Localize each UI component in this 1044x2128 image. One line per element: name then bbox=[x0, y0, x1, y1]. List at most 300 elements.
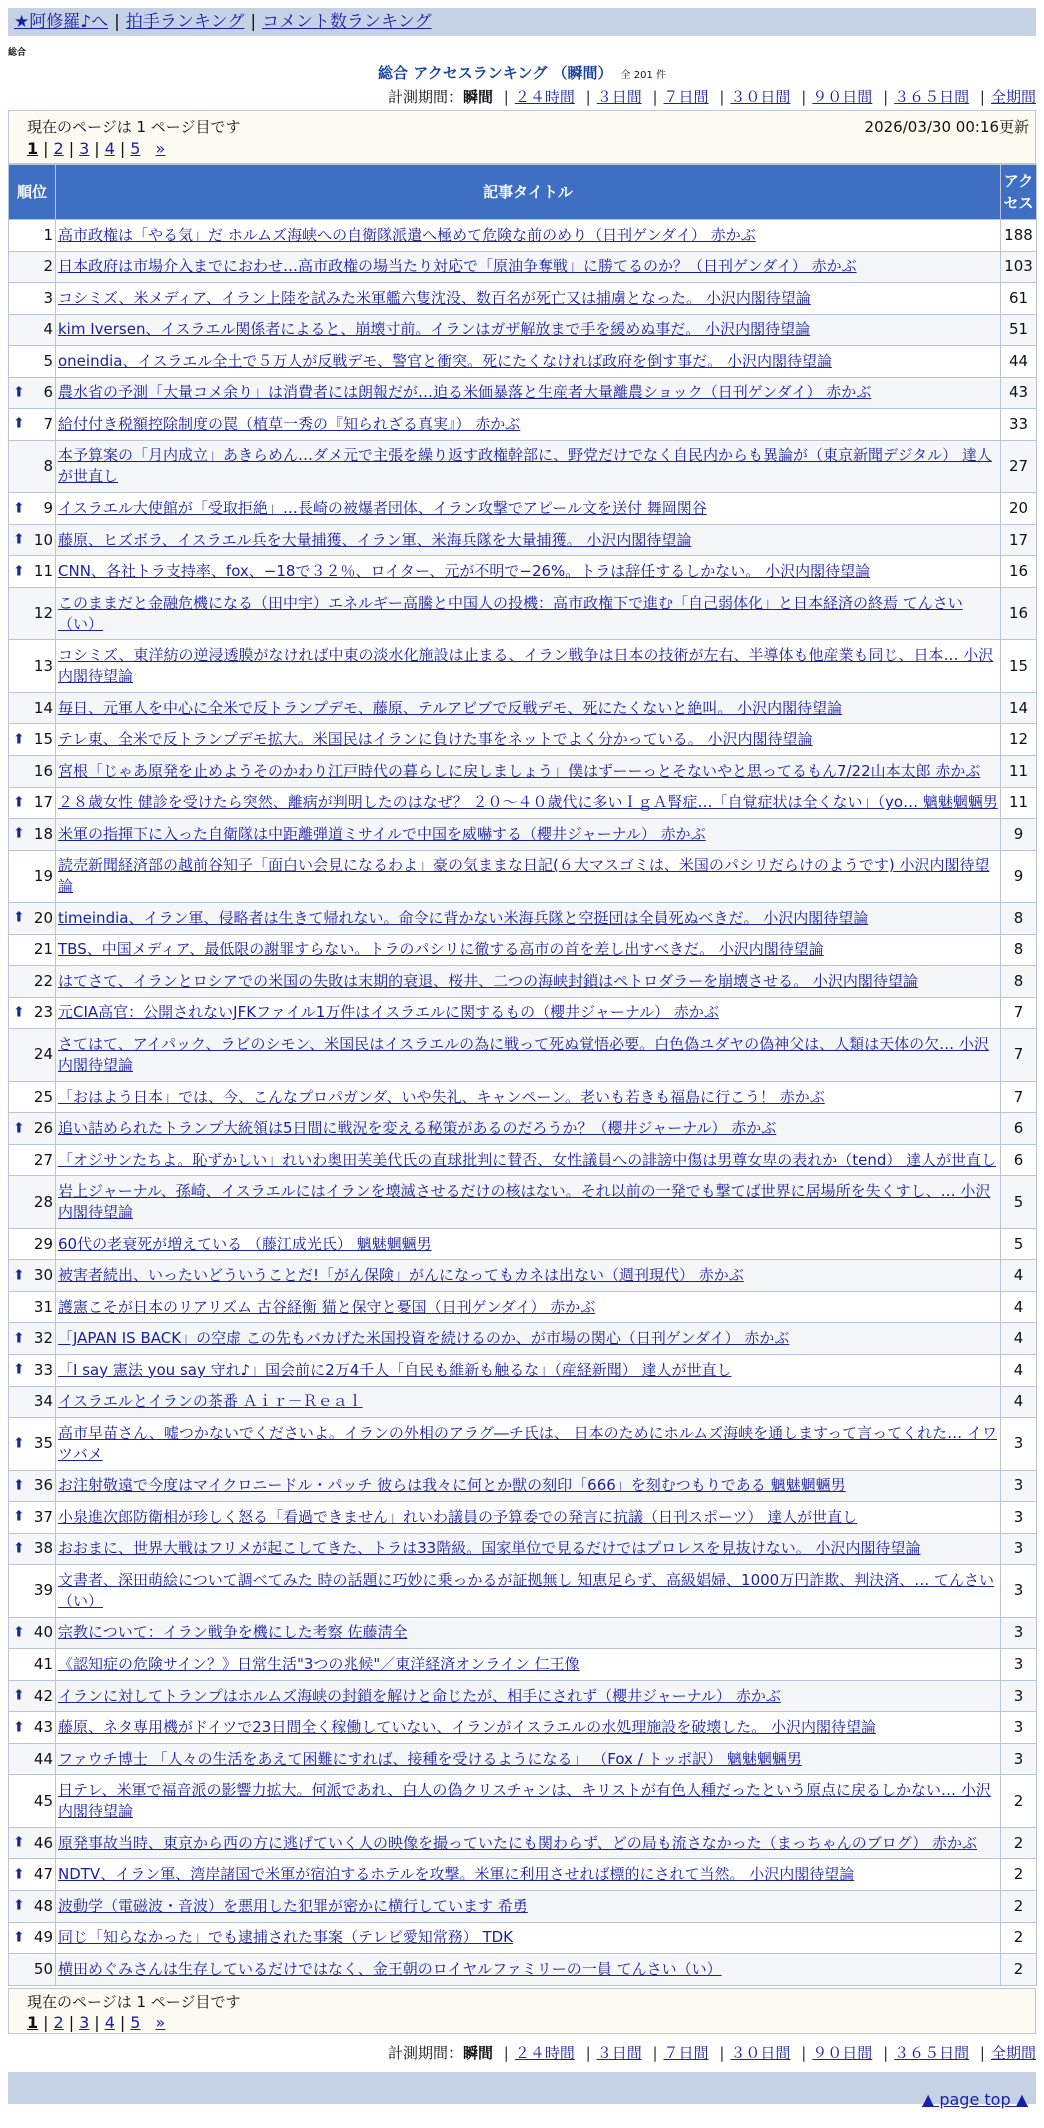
article-link[interactable]: お注射敬遠で今度はマイクロニードル・パッチ 彼らは我々に何とか獣の刻印「666」を刻むつもりである 魑魅魍魎男 bbox=[58, 1476, 846, 1495]
rank-cell bbox=[9, 493, 56, 525]
rank-number: 50 bbox=[33, 1959, 53, 1978]
updated-time: 2026/03/30 00:16更新 bbox=[864, 118, 1029, 136]
table-row bbox=[9, 1565, 1037, 1618]
article-link[interactable]: 宗教について：イラン戦争を機にした考察 佐藤淸全 bbox=[58, 1623, 408, 1642]
period-link-365d[interactable]: ３６５日間 bbox=[894, 2044, 970, 2062]
article-link[interactable]: 高市早苗さん、嘘つかないでくださいよ。イランの外相のアラグ―チ氏は、 日本のためにホルムズ海峡を通しますって言ってくれた… イワツバメ bbox=[58, 1423, 997, 1463]
rank-cell bbox=[9, 1113, 56, 1145]
title-cell bbox=[56, 493, 1001, 525]
article-link[interactable]: 農水省の予測「大量コメ余り」は消費者には朗報だが…迫る米価暴落と生産者大量離農ショック（日刊ゲンダイ） 赤かぶ bbox=[58, 383, 872, 402]
comment-ranking-link[interactable]: コメント数ランキング bbox=[262, 12, 432, 32]
article-link[interactable]: 藤原、ネタ専用機がドイツで23日間全く稼働していない、イランがイスラエルの水処理施設を破壊した。 小沢内閣待望論 bbox=[58, 1718, 876, 1737]
access-count: 11 bbox=[1001, 755, 1037, 787]
pager-link-2[interactable]: 2 bbox=[53, 139, 64, 158]
article-link[interactable]: 岩上ジャーナル、孫崎、イスラエルにはイランを壊滅させるだけの核はない。それ以前の一発でも撃てば世界に居場所を失くすし、… 小沢内閣待望論 bbox=[58, 1182, 991, 1222]
access-count: 43 bbox=[1001, 377, 1037, 409]
page-info-bottom bbox=[8, 1988, 1036, 2034]
access-count: 3 bbox=[1001, 1418, 1037, 1471]
access-count: 4 bbox=[1001, 1386, 1037, 1418]
table-row bbox=[9, 524, 1037, 556]
table-row bbox=[9, 346, 1037, 378]
title-cell bbox=[56, 440, 1001, 493]
rank-up-arrow-icon: ⬆ bbox=[13, 1624, 25, 1641]
rank-cell bbox=[9, 1291, 56, 1323]
rank-cell bbox=[9, 997, 56, 1029]
article-link[interactable]: NDTV、イラン軍、湾岸諸国で米軍が宿泊するホテルを攻撃。米軍に利用させれば標的にされて当然。 小沢内閣待望論 bbox=[58, 1865, 855, 1884]
title-cell bbox=[56, 1954, 1001, 1986]
article-link[interactable]: 宮根「じゃあ原発を止めようそのかわり江戸時代の暮らしに戻しましょう」僕はずーーっとそないやと思ってるもん7/22山本太郎 赤かぶ bbox=[58, 761, 981, 780]
rank-number: 24 bbox=[33, 1045, 53, 1064]
period-link-3d[interactable]: ３日間 bbox=[596, 88, 642, 106]
rank-up-arrow-icon: ⬆ bbox=[13, 1508, 25, 1525]
rank-number: 17 bbox=[33, 793, 53, 812]
rank-number: 36 bbox=[33, 1476, 53, 1495]
rank-up-arrow-icon: ⬆ bbox=[13, 415, 25, 432]
access-count: 12 bbox=[1001, 724, 1037, 756]
table-row bbox=[9, 997, 1037, 1029]
rank-number: 9 bbox=[43, 499, 53, 518]
table-row bbox=[9, 251, 1037, 283]
title-cell bbox=[56, 1565, 1001, 1618]
ranking-title: 総合 アクセスランキング （瞬間） bbox=[378, 64, 613, 82]
rank-number: 15 bbox=[33, 730, 53, 749]
top-nav-bar bbox=[8, 8, 1036, 36]
article-link[interactable]: 日本政府は市場介入までにおわせ…高市政権の場当たり対応で「原油争奪戦」に勝てるのか？（日刊ゲンダイ） 赤かぶ bbox=[58, 257, 857, 276]
access-count: 3 bbox=[1001, 1502, 1037, 1534]
rank-cell bbox=[9, 1680, 56, 1712]
rank-up-arrow-icon: ⬆ bbox=[13, 1897, 25, 1914]
access-count: 20 bbox=[1001, 493, 1037, 525]
rank-number: 10 bbox=[33, 530, 53, 549]
article-link[interactable]: 護憲こそが日本のリアリズム 古谷経衡 猫と保守と憂国（日刊ゲンダイ） 赤かぶ bbox=[58, 1297, 596, 1316]
rank-number: 46 bbox=[33, 1833, 53, 1852]
article-link[interactable]: このままだと金融危機になる（田中宇）エネルギー高騰と中国人の投機：高市政権下で進む「自己弱体化」と日本経済の終焉 てんさい（い） bbox=[58, 593, 963, 633]
article-link[interactable]: イスラエル大使館が「受取拒絶」…長崎の被爆者団体、イラン攻撃でアピール文を送付 舞岡関谷 bbox=[58, 499, 707, 518]
article-link[interactable]: コシミズ、東洋紡の逆浸透膜がなければ中東の淡水化施設は止まる、イラン戦争は日本の技術が左右、半導体も他産業も同じ、日本… 小沢内閣待望論 bbox=[58, 646, 994, 686]
period-links: | ２４時間 | ３日間 | ７日間 | ３０日間 | ９０日間 | ３６５日間 | 全期間 bbox=[503, 2044, 1036, 2062]
rank-up-arrow-icon: ⬆ bbox=[13, 1834, 25, 1851]
access-count: 2 bbox=[1001, 1859, 1037, 1891]
article-link[interactable]: テレ東、全米で反トランプデモ拡大。米国民はイランに負けた事をネットでよく分かっている。 小沢内閣待望論 bbox=[58, 730, 813, 749]
table-row bbox=[9, 556, 1037, 588]
article-link[interactable]: 被害者続出、いったいどういうことだ!「がん保険」がんになってもカネは出ない（週刊現代） 赤かぶ bbox=[58, 1266, 744, 1285]
rank-number: 28 bbox=[33, 1192, 53, 1211]
period-link-7d[interactable]: ７日間 bbox=[663, 88, 709, 106]
rank-number: 34 bbox=[33, 1392, 53, 1411]
pager-bottom: 1 | 2 | 3 | 4 | 5 » bbox=[27, 2013, 166, 2032]
rank-number: 37 bbox=[33, 1507, 53, 1526]
table-row bbox=[9, 1291, 1037, 1323]
rank-number: 20 bbox=[33, 908, 53, 927]
period-link-30d[interactable]: ３０日間 bbox=[730, 2044, 791, 2062]
period-current: 瞬間 bbox=[462, 88, 493, 106]
table-row bbox=[9, 1859, 1037, 1891]
rank-number: 1 bbox=[43, 225, 53, 244]
table-row bbox=[9, 850, 1037, 903]
access-count: 5 bbox=[1001, 1176, 1037, 1229]
access-count: 15 bbox=[1001, 640, 1037, 693]
access-count: 3 bbox=[1001, 1712, 1037, 1744]
pager-link-3[interactable]: 3 bbox=[79, 2013, 90, 2032]
rank-cell bbox=[9, 1260, 56, 1292]
table-row bbox=[9, 1954, 1037, 1986]
rank-cell bbox=[9, 755, 56, 787]
rank-cell bbox=[9, 524, 56, 556]
access-count: 9 bbox=[1001, 850, 1037, 903]
article-link[interactable]: 文書者、深田萌絵について調べてみた 時の話題に巧妙に乗っかるが証拠無し 知恵足らず、高級娼婦、1000万円詐欺、判決済、… てんさい（い） bbox=[58, 1570, 994, 1610]
title-cell bbox=[56, 314, 1001, 346]
rank-cell bbox=[9, 1176, 56, 1229]
title-cell bbox=[56, 1533, 1001, 1565]
rank-up-arrow-icon: ⬆ bbox=[13, 794, 25, 811]
pager-link-5[interactable]: 5 bbox=[130, 139, 141, 158]
table-row bbox=[9, 1418, 1037, 1471]
table-row bbox=[9, 1680, 1037, 1712]
rank-number: 13 bbox=[33, 656, 53, 675]
rank-cell bbox=[9, 1565, 56, 1618]
access-count: 3 bbox=[1001, 1649, 1037, 1681]
access-count: 4 bbox=[1001, 1260, 1037, 1292]
rank-number: 27 bbox=[33, 1150, 53, 1169]
article-link[interactable]: 「I say 憲法 you say 守れ♪」国会前に2万4千人「自民も維新も触るな」（産経新聞） 達人が世直し bbox=[58, 1360, 732, 1379]
pager-link-2[interactable]: 2 bbox=[53, 2013, 64, 2032]
table-row bbox=[9, 1617, 1037, 1649]
rank-cell bbox=[9, 251, 56, 283]
table-row bbox=[9, 1502, 1037, 1534]
rank-number: 18 bbox=[33, 824, 53, 843]
article-link[interactable]: 「オジサンたちよ。恥ずかしい」れいわ奥田芙美代氏の直球批判に賛否、女性議員への誹謗中傷は男尊女卑の表れか（tend） 達人が世直し bbox=[58, 1150, 997, 1169]
title-cell bbox=[56, 524, 1001, 556]
page-top-link[interactable]: ▲ page top ▲ bbox=[921, 2090, 1028, 2109]
rank-number: 21 bbox=[33, 940, 53, 959]
table-row bbox=[9, 377, 1037, 409]
table-row bbox=[9, 1470, 1037, 1502]
title-cell bbox=[56, 1176, 1001, 1229]
rank-cell bbox=[9, 724, 56, 756]
rank-number: 47 bbox=[33, 1865, 53, 1884]
table-row bbox=[9, 409, 1037, 441]
title-cell bbox=[56, 1502, 1001, 1534]
rank-number: 7 bbox=[43, 414, 53, 433]
article-link[interactable]: イスラエルとイランの茶番 Ａｉｒ－Ｒｅａｌ bbox=[58, 1392, 363, 1411]
article-link[interactable]: kim Iversen、イスラエル関係者によると、崩壊寸前。イランはガザ解放まで手を緩めぬ事だ。 小沢内閣待望論 bbox=[58, 320, 811, 339]
access-count: 3 bbox=[1001, 1680, 1037, 1712]
access-count: 2 bbox=[1001, 1922, 1037, 1954]
rank-cell bbox=[9, 1617, 56, 1649]
article-link[interactable]: コシミズ、米メディア、イラン上陸を試みた米軍艦六隻沈没、数百名が死亡又は捕虜となった。 小沢内閣待望論 bbox=[58, 288, 811, 307]
pager-current: 1 bbox=[27, 2013, 39, 2032]
table-row bbox=[9, 724, 1037, 756]
period-link-90d[interactable]: ９０日間 bbox=[812, 2044, 873, 2062]
article-link[interactable]: 「JAPAN IS BACK」の空虚 この先もバカげた米国投資を続けるのか、が市場の関心（日刊ゲンダイ） 赤かぶ bbox=[58, 1329, 790, 1348]
rank-cell bbox=[9, 1386, 56, 1418]
table-row bbox=[9, 1081, 1037, 1113]
rank-number: 22 bbox=[33, 971, 53, 990]
rank-cell bbox=[9, 1323, 56, 1355]
col-rank-header: 順位 bbox=[9, 165, 56, 220]
rank-cell bbox=[9, 1029, 56, 1082]
rank-number: 43 bbox=[33, 1718, 53, 1737]
rank-number: 44 bbox=[33, 1749, 53, 1768]
rank-number: 11 bbox=[33, 562, 53, 581]
article-link[interactable]: 高市政権は「やる気」だ ホルムズ海峡への自衛隊派遣へ極めて危険な前のめり（日刊ゲンダイ） 赤かぶ bbox=[58, 225, 756, 244]
period-link-3d[interactable]: ３日間 bbox=[596, 2044, 642, 2062]
rank-cell bbox=[9, 819, 56, 851]
rank-up-arrow-icon: ⬆ bbox=[13, 1929, 25, 1946]
table-row bbox=[9, 1775, 1037, 1828]
access-count: 7 bbox=[1001, 1029, 1037, 1082]
access-count: 11 bbox=[1001, 787, 1037, 819]
title-cell bbox=[56, 724, 1001, 756]
rank-up-arrow-icon: ⬆ bbox=[13, 909, 25, 926]
rank-up-arrow-icon: ⬆ bbox=[13, 531, 25, 548]
rank-number: 19 bbox=[33, 866, 53, 885]
period-link-30d[interactable]: ３０日間 bbox=[730, 88, 791, 106]
table-row bbox=[9, 934, 1037, 966]
title-cell bbox=[56, 1827, 1001, 1859]
rank-cell bbox=[9, 1712, 56, 1744]
rank-up-arrow-icon: ⬆ bbox=[13, 1361, 25, 1378]
access-count: 14 bbox=[1001, 692, 1037, 724]
rank-number: 12 bbox=[33, 604, 53, 623]
period-link-24h[interactable]: ２４時間 bbox=[514, 2044, 575, 2062]
article-link[interactable]: 藤原、ヒズボラ、イスラエル兵を大量捕獲、イラン軍、米海兵隊を大量捕獲。 小沢内閣待望論 bbox=[58, 530, 692, 549]
article-link[interactable]: 横田めぐみさんは生存しているだけではなく、金王朝のロイヤルファミリーの一員 てんさい（い） bbox=[58, 1959, 722, 1978]
article-link[interactable]: TBS、中国メディア、最低限の謝罪すらない。トラのパシリに徹する高市の首を差し出すべきだ。 小沢内閣待望論 bbox=[58, 940, 824, 959]
clap-ranking-link[interactable]: 拍手ランキング bbox=[125, 12, 245, 32]
rank-number: 29 bbox=[33, 1234, 53, 1253]
title-cell bbox=[56, 787, 1001, 819]
article-link[interactable]: 給付付き税額控除制度の罠（植草一秀の『知られざる真実』） 赤かぶ bbox=[58, 414, 521, 433]
access-count: 7 bbox=[1001, 1081, 1037, 1113]
table-row bbox=[9, 1922, 1037, 1954]
period-link-90d[interactable]: ９０日間 bbox=[812, 88, 873, 106]
article-link[interactable]: さてはて、アイパック、ラビのシモン、米国民はイスラエルの為に戦って死ぬ覚悟必要。白色偽ユダヤの偽神父は、人類は天体の欠… 小沢内閣待望論 bbox=[58, 1034, 989, 1074]
rank-cell bbox=[9, 787, 56, 819]
rank-number: 6 bbox=[43, 383, 53, 402]
period-links: | ２４時間 | ３日間 | ７日間 | ３０日間 | ９０日間 | ３６５日間 | 全期間 bbox=[503, 88, 1036, 106]
rank-cell bbox=[9, 1775, 56, 1828]
article-link[interactable]: 米軍の指揮下に入った自衛隊は中距離弾道ミサイルで中国を威嚇する（櫻井ジャーナル） 赤かぶ bbox=[58, 824, 706, 843]
table-row bbox=[9, 1649, 1037, 1681]
table-row bbox=[9, 755, 1037, 787]
period-link-all[interactable]: 全期間 bbox=[990, 88, 1036, 106]
article-link[interactable]: おおまに、世界大戦はフリメが起こしてきた、トラは33階級。国家単位で見るだけではプロレスを見抜けない。 小沢内閣待望論 bbox=[58, 1539, 921, 1558]
rank-number: 39 bbox=[33, 1581, 53, 1600]
rank-up-arrow-icon: ⬆ bbox=[13, 1687, 25, 1704]
page-info-top bbox=[8, 110, 1036, 164]
rank-cell bbox=[9, 1533, 56, 1565]
title-cell bbox=[56, 409, 1001, 441]
access-count: 4 bbox=[1001, 1323, 1037, 1355]
rank-cell bbox=[9, 283, 56, 315]
pager-link-5[interactable]: 5 bbox=[130, 2013, 141, 2032]
article-link[interactable]: 小泉進次郎防衛相が珍しく怒る「看過できません」れいわ議員の予算委での発言に抗議（日刊スポーツ） 達人が世直し bbox=[58, 1507, 858, 1526]
rank-cell bbox=[9, 1954, 56, 1986]
title-cell bbox=[56, 377, 1001, 409]
article-link[interactable]: 毎日、元軍人を中心に全米で反トランプデモ、藤原、テルアビブで反戦デモ、死にたくないと絶叫。 小沢内閣待望論 bbox=[58, 698, 843, 717]
article-link[interactable]: 原発事故当時、東京から西の方に逃げていく人の映像を撮っていたにも関わらず、どの局も流さなかった（まっちゃんのブログ） 赤かぶ bbox=[58, 1833, 978, 1852]
article-link[interactable]: ２８歳女性 健診を受けたら突然、離病が判明したのはなぜ？ ２０～４０歳代に多いＩｇＡ腎症…「自覚症状は全くない」（yo… 魑魅魍魎男 bbox=[58, 793, 998, 812]
rank-number: 33 bbox=[33, 1360, 53, 1379]
rank-up-arrow-icon: ⬆ bbox=[13, 1435, 25, 1452]
rank-number: 45 bbox=[33, 1791, 53, 1810]
period-selector-bottom bbox=[388, 2042, 1036, 2063]
article-link[interactable]: 60代の老衰死が増えている （藤江成光氏） 魑魅魍魎男 bbox=[58, 1234, 432, 1253]
title-cell bbox=[56, 251, 1001, 283]
period-link-365d[interactable]: ３６５日間 bbox=[894, 88, 970, 106]
access-count: 3 bbox=[1001, 1470, 1037, 1502]
rank-cell bbox=[9, 1859, 56, 1891]
title-cell bbox=[56, 1113, 1001, 1145]
access-count: 33 bbox=[1001, 409, 1037, 441]
article-link[interactable]: 《認知症の危険サイン？》日常生活"3つの兆候"／東洋経済オンライン 仁王像 bbox=[58, 1655, 580, 1674]
pager-next[interactable]: » bbox=[155, 2013, 166, 2032]
rank-up-arrow-icon: ⬆ bbox=[13, 1719, 25, 1736]
rank-cell bbox=[9, 1922, 56, 1954]
title-cell bbox=[56, 1775, 1001, 1828]
access-count: 103 bbox=[1001, 251, 1037, 283]
access-count: 5 bbox=[1001, 1228, 1037, 1260]
rank-cell bbox=[9, 556, 56, 588]
title-cell bbox=[56, 1081, 1001, 1113]
title-cell bbox=[56, 220, 1001, 252]
pager-link-4[interactable]: 4 bbox=[104, 139, 115, 158]
article-link[interactable]: timeindia、イラン軍、侵略者は生きて帰れない。命令に背かない米海兵隊と空挺団は全員死ぬべきだ。 小沢内閣待望論 bbox=[58, 908, 869, 927]
nav-separator: | bbox=[114, 12, 120, 32]
article-link[interactable]: 同じ「知らなかった」でも逮捕された事案（テレビ愛知常務） TDK bbox=[58, 1928, 514, 1947]
rank-number: 26 bbox=[33, 1119, 53, 1138]
rank-up-arrow-icon: ⬆ bbox=[13, 1540, 25, 1557]
title-cell bbox=[56, 1649, 1001, 1681]
title-cell bbox=[56, 1228, 1001, 1260]
article-link[interactable]: 波動学（電磁波・音波）を悪用した犯罪が密かに横行しています 希勇 bbox=[58, 1896, 528, 1915]
rank-cell bbox=[9, 1081, 56, 1113]
rank-number: 42 bbox=[33, 1686, 53, 1705]
table-row bbox=[9, 314, 1037, 346]
access-count: 3 bbox=[1001, 1743, 1037, 1775]
rank-cell bbox=[9, 1502, 56, 1534]
table-row bbox=[9, 1386, 1037, 1418]
title-cell bbox=[56, 1890, 1001, 1922]
access-count: 3 bbox=[1001, 1565, 1037, 1618]
title-cell bbox=[56, 283, 1001, 315]
rank-number: 16 bbox=[33, 761, 53, 780]
title-cell bbox=[56, 819, 1001, 851]
rank-number: 41 bbox=[33, 1655, 53, 1674]
rank-cell bbox=[9, 587, 56, 640]
title-cell bbox=[56, 1144, 1001, 1176]
table-row bbox=[9, 1743, 1037, 1775]
article-link[interactable]: 元CIA高官：公開されないJFKファイル1万件はイスラエルに関するもの（櫻井ジャーナル） 赤かぶ bbox=[58, 1003, 719, 1022]
article-link[interactable]: 「おはよう日本」では、今、こんなプロパガンダ、いや失礼、キャンペーン。老いも若きも福島に行こう！ 赤かぶ bbox=[58, 1087, 825, 1106]
footer-bar bbox=[8, 2072, 1036, 2104]
table-row bbox=[9, 1029, 1037, 1082]
rank-cell bbox=[9, 966, 56, 998]
article-link[interactable]: 日テレ、米軍で福音派の影響力拡大。何派であれ、白人の偽クリスチャンは、キリストが有色人種だったという原点に戻るしかない… 小沢内閣待望論 bbox=[58, 1781, 991, 1821]
article-link[interactable]: イランに対してトランプはホルムズ海峡の封鎖を解けと命じたが、相手にされず（櫻井ジャーナル） 赤かぶ bbox=[58, 1686, 781, 1705]
rank-up-arrow-icon: ⬆ bbox=[13, 1267, 25, 1284]
rank-up-arrow-icon: ⬆ bbox=[13, 1866, 25, 1883]
article-link[interactable]: はてさて、イランとロシアでの米国の失敗は末期的衰退、桜井、二つの海峡封鎖はペトロダラーを崩壊させる。 小沢内閣待望論 bbox=[58, 971, 918, 990]
rank-number: 49 bbox=[33, 1928, 53, 1947]
title-cell bbox=[56, 346, 1001, 378]
access-count: 2 bbox=[1001, 1890, 1037, 1922]
access-count: 6 bbox=[1001, 1144, 1037, 1176]
period-link-7d[interactable]: ７日間 bbox=[663, 2044, 709, 2062]
rank-number: 5 bbox=[43, 351, 53, 370]
table-row bbox=[9, 440, 1037, 493]
access-count: 8 bbox=[1001, 966, 1037, 998]
rank-number: 38 bbox=[33, 1539, 53, 1558]
title-cell bbox=[56, 850, 1001, 903]
table-row bbox=[9, 1323, 1037, 1355]
rank-cell bbox=[9, 850, 56, 903]
period-link-24h[interactable]: ２４時間 bbox=[514, 88, 575, 106]
rank-up-arrow-icon: ⬆ bbox=[13, 1330, 25, 1347]
pager-link-3[interactable]: 3 bbox=[79, 139, 90, 158]
pager-next[interactable]: » bbox=[155, 139, 166, 158]
table-row bbox=[9, 1260, 1037, 1292]
page-top-link-wrap bbox=[922, 2090, 1028, 2109]
table-row bbox=[9, 692, 1037, 724]
pager-link-4[interactable]: 4 bbox=[104, 2013, 115, 2032]
article-link[interactable]: oneindia、イスラエル全土で５万人が反戦デモ、警官と衝突。死にたくなければ政府を倒す事だ。 小沢内閣待望論 bbox=[58, 351, 832, 370]
access-count: 7 bbox=[1001, 997, 1037, 1029]
title-cell bbox=[56, 640, 1001, 693]
access-count: 3 bbox=[1001, 1617, 1037, 1649]
rank-cell bbox=[9, 692, 56, 724]
title-cell bbox=[56, 966, 1001, 998]
table-row bbox=[9, 220, 1037, 252]
table-row bbox=[9, 1113, 1037, 1145]
rank-cell bbox=[9, 409, 56, 441]
pager-current: 1 bbox=[27, 139, 39, 158]
article-link[interactable]: 追い詰められたトランプ大統領は5日間に戦況を変える秘策があるのだろうか？（櫻井ジャーナル） 赤かぶ bbox=[58, 1119, 777, 1138]
table-row bbox=[9, 819, 1037, 851]
rank-cell bbox=[9, 1649, 56, 1681]
back-to-asyura-link[interactable]: ★阿修羅♪へ bbox=[14, 12, 109, 32]
access-count: 8 bbox=[1001, 934, 1037, 966]
access-count: 6 bbox=[1001, 1113, 1037, 1145]
table-header-row bbox=[9, 165, 1037, 220]
section-label: 総合 bbox=[8, 48, 27, 58]
title-cell bbox=[56, 903, 1001, 935]
article-link[interactable]: ファウチ博士 「人々の生活をあえて困難にすれば、接種を受けるようになる」 （Fox / トッポ訳） 魑魅魍魎男 bbox=[58, 1749, 802, 1768]
rank-number: 40 bbox=[33, 1623, 53, 1642]
table-row bbox=[9, 903, 1037, 935]
title-cell bbox=[56, 934, 1001, 966]
rank-number: 3 bbox=[43, 288, 53, 307]
rank-cell bbox=[9, 1743, 56, 1775]
rank-cell bbox=[9, 640, 56, 693]
rank-up-arrow-icon: ⬆ bbox=[13, 1004, 25, 1021]
rank-up-arrow-icon: ⬆ bbox=[13, 1477, 25, 1494]
rank-number: 8 bbox=[43, 456, 53, 475]
title-cell bbox=[56, 1260, 1001, 1292]
period-link-all[interactable]: 全期間 bbox=[990, 2044, 1036, 2062]
col-access-header: アクセス bbox=[1001, 165, 1037, 220]
period-label: 計測期間： bbox=[387, 2044, 463, 2062]
table-row bbox=[9, 1144, 1037, 1176]
article-link[interactable]: 本予算案の「月内成立」あきらめん…ダメ元で主張を繰り返す政権幹部に、野党だけでなく自民内からも異論が（東京新聞デジタル） 達人が世直し bbox=[58, 446, 992, 486]
rank-number: 35 bbox=[33, 1434, 53, 1453]
rank-cell bbox=[9, 1418, 56, 1471]
article-link[interactable]: 読売新聞経済部の越前谷知子「面白い会見になるわよ」豪の気ままな日記(６大マスゴミは、米国のパシリだらけのようです) 小沢内閣待望論 bbox=[58, 856, 990, 896]
article-link[interactable]: CNN、各社トラ支持率、fox、−18で３２％、ロイター、元が不明で−26%。トラは辞任するしかない。 小沢内閣待望論 bbox=[58, 562, 871, 581]
title-cell bbox=[56, 1291, 1001, 1323]
title-cell bbox=[56, 587, 1001, 640]
